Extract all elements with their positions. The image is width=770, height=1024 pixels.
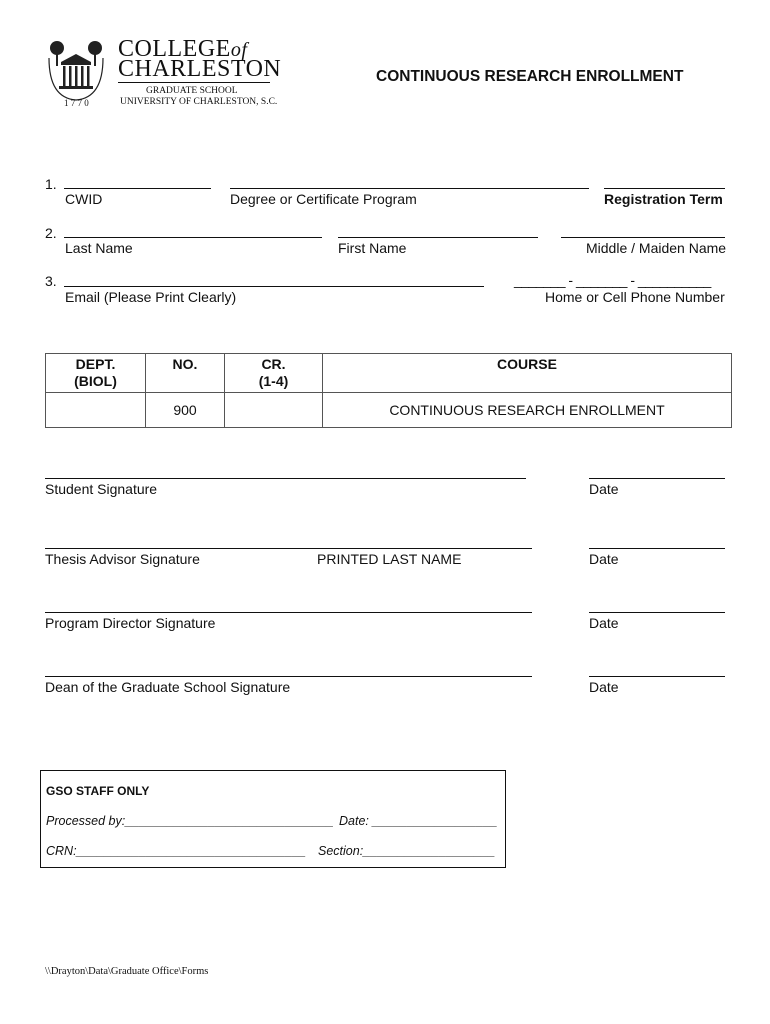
logo-year: 1 7 7 0 bbox=[64, 98, 89, 108]
form-title: CONTINUOUS RESEARCH ENROLLMENT bbox=[376, 68, 684, 85]
phone-label: Home or Cell Phone Number bbox=[545, 289, 725, 305]
row-number-2: 2. bbox=[45, 225, 57, 241]
director-signature-label: Program Director Signature bbox=[45, 615, 216, 631]
course-table bbox=[45, 353, 732, 428]
director-signature-line[interactable] bbox=[45, 612, 532, 613]
logo-divider bbox=[118, 82, 270, 83]
director-date-line[interactable] bbox=[589, 612, 725, 613]
student-signature-label: Student Signature bbox=[45, 481, 158, 497]
dean-date-label: Date bbox=[589, 679, 619, 695]
student-date-line[interactable] bbox=[589, 478, 725, 479]
registration-term-label: Registration Term bbox=[604, 191, 723, 207]
middle-name-label: Middle / Maiden Name bbox=[586, 240, 727, 256]
processed-by-field[interactable]: Processed by:______________________________ bbox=[46, 814, 334, 828]
course-name-cell: CONTINUOUS RESEARCH ENROLLMENT bbox=[323, 393, 732, 428]
cwid-field[interactable] bbox=[64, 188, 211, 189]
logo-college-text: COLLEGEof bbox=[118, 36, 248, 62]
course-table-header-row bbox=[46, 354, 732, 393]
credits-cell[interactable] bbox=[225, 393, 323, 428]
student-signature-line[interactable] bbox=[45, 478, 526, 479]
course-number-cell: 900 bbox=[146, 393, 225, 428]
logo-graduate-school: GRADUATE SCHOOL bbox=[146, 86, 238, 96]
gso-staff-title: GSO STAFF ONLY bbox=[46, 784, 150, 798]
advisor-signature-label: Thesis Advisor Signature bbox=[45, 551, 200, 567]
gso-date-field[interactable]: Date: __________________ bbox=[339, 814, 498, 828]
advisor-date-line[interactable] bbox=[589, 548, 725, 549]
degree-program-label: Degree or Certificate Program bbox=[230, 191, 417, 207]
dean-date-line[interactable] bbox=[589, 676, 725, 677]
advisor-signature-line[interactable] bbox=[45, 548, 532, 549]
file-path-footer: \\Drayton\Data\Graduate Office\Forms bbox=[45, 966, 209, 977]
email-label: Email (Please Print Clearly) bbox=[65, 289, 237, 305]
first-name-field[interactable] bbox=[338, 237, 538, 238]
dept-cell[interactable] bbox=[46, 393, 146, 428]
table-row bbox=[46, 393, 732, 428]
middle-name-field[interactable] bbox=[561, 237, 725, 238]
dean-signature-line[interactable] bbox=[45, 676, 532, 677]
degree-program-field[interactable] bbox=[230, 188, 589, 189]
row-number-3: 3. bbox=[45, 273, 57, 289]
phone-number-field[interactable]: _______ - _______ - __________ bbox=[514, 272, 711, 288]
course-header: COURSE bbox=[323, 354, 732, 393]
section-field[interactable]: Section:___________________ bbox=[318, 844, 496, 858]
email-field[interactable] bbox=[64, 286, 484, 287]
logo-university: UNIVERSITY OF CHARLESTON, S.C. bbox=[120, 97, 278, 107]
first-name-label: First Name bbox=[338, 240, 407, 256]
student-date-label: Date bbox=[589, 481, 619, 497]
last-name-label: Last Name bbox=[65, 240, 133, 256]
director-date-label: Date bbox=[589, 615, 619, 631]
printed-last-name-label: PRINTED LAST NAME bbox=[317, 551, 462, 567]
credits-header: CR. (1-4) bbox=[225, 354, 323, 393]
row-number-1: 1. bbox=[45, 176, 57, 192]
cwid-label: CWID bbox=[65, 191, 103, 207]
crn-field[interactable]: CRN:_________________________________ bbox=[46, 844, 306, 858]
last-name-field[interactable] bbox=[64, 237, 322, 238]
advisor-date-label: Date bbox=[589, 551, 619, 567]
dean-signature-label: Dean of the Graduate School Signature bbox=[45, 679, 291, 695]
no-header: NO. bbox=[146, 354, 225, 393]
dept-header: DEPT. (BIOL) bbox=[46, 354, 146, 393]
logo-charleston-text: CHARLESTON bbox=[118, 56, 282, 82]
registration-term-field[interactable] bbox=[604, 188, 725, 189]
